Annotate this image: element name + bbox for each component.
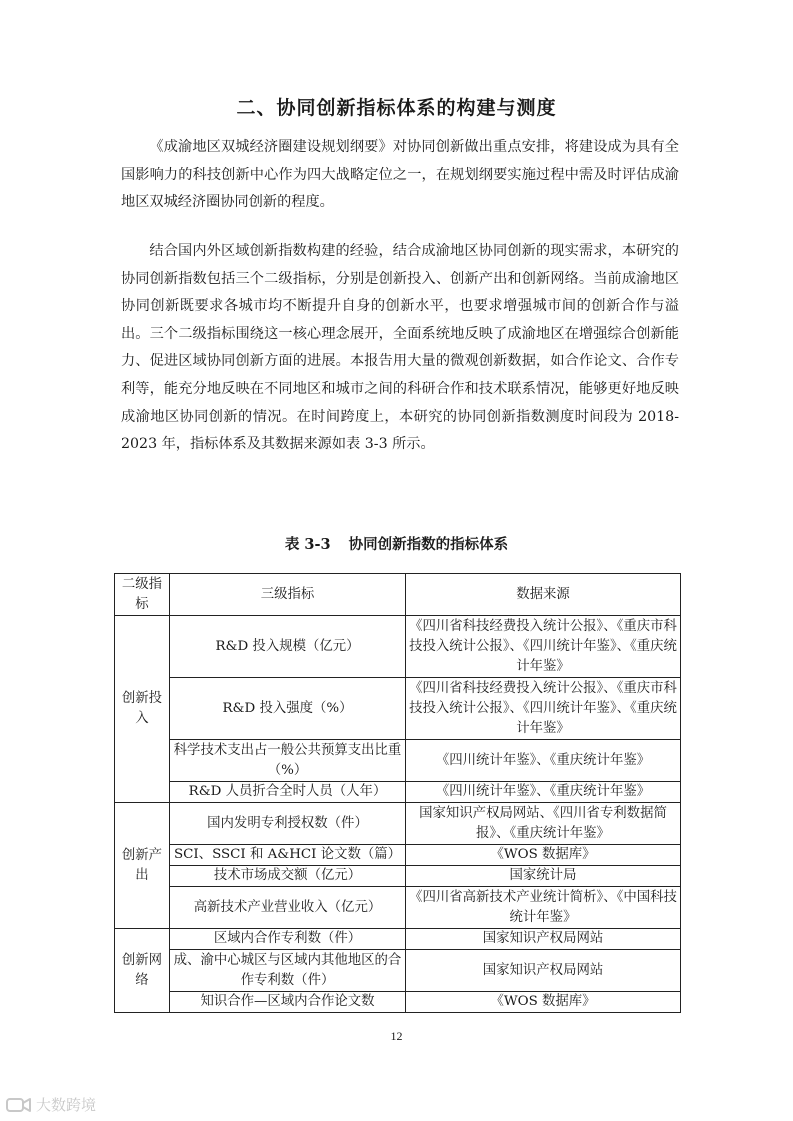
source-cell: 国家统计局 <box>406 866 681 887</box>
indicator-cell: 高新技术产业营业收入（亿元） <box>170 887 406 929</box>
table-caption-number: 表 3-3 <box>284 536 331 553</box>
watermark-text: 大数跨境 <box>36 1096 97 1114</box>
indicator-cell: R&D 人员折合全时人员（人年） <box>170 782 406 803</box>
header-level2: 二级指标 <box>115 574 170 616</box>
paragraph-2: 结合国内外区域创新指数构建的经验，结合成渝地区协同创新的现实需求，本研究的协同创新指数包括三个二级指标，分别是创新投入、创新产出和创新网络。当前成渝地区协同创新既要求各城市均不断提升自身的创新水平，也要求增强城市间的创新合作与溢出。三个二级指标围绕这一核心理念展开，全面系统地反映了成渝地区在增强综合创新能力、促进区域协同创新方面的进展。本报告用大量的微观创新数据，如合作论文、合作专利等，能充分地反映在不同地区和城市之间的科研合作和技术联系情况，能够更好地反映成渝地区协同创新的情况。在时间跨度上，本研究的协同创新指数测度时间段为 2018-2023 年，指标体系及其数据来源如表 3-3 所示。 <box>121 243 679 453</box>
table-caption-title: 协同创新指数的指标体系 <box>348 536 509 553</box>
paragraph-1: 《成渝地区双城经济圈建设规划纲要》对协同创新做出重点安排，将建设成为具有全国影响力的科技创新中心作为四大战略定位之一，在规划纲要实施过程中需及时评估成渝地区双城经济圈协同创新的程度。 <box>121 139 679 211</box>
source-cell: 国家知识产权局网站 <box>406 929 681 950</box>
table-row <box>115 803 681 845</box>
source-cell: 国家知识产权局网站、《四川省专利数据简报》、《重庆统计年鉴》 <box>406 803 681 845</box>
watermark-logo <box>6 1094 96 1115</box>
table-row <box>115 866 681 887</box>
indicator-cell: 成、渝中心城区与区域内其他地区的合作专利数（件） <box>170 950 406 992</box>
page-number: 12 <box>390 1029 403 1043</box>
section-heading: 二、协同创新指标体系的构建与测度 <box>236 97 557 119</box>
table-caption <box>0 533 793 554</box>
indicator-cell: 知识合作—区域内合作论文数 <box>170 992 406 1013</box>
category-innovation-network: 创新网络 <box>115 929 170 1013</box>
video-camera-icon <box>6 1096 32 1114</box>
indicator-cell: 国内发明专利授权数（件） <box>170 803 406 845</box>
table-row <box>115 845 681 866</box>
table-row <box>115 782 681 803</box>
source-cell: 《四川省科技经费投入统计公报》、《重庆市科技投入统计公报》、《四川统计年鉴》、《重庆统计年鉴》 <box>406 616 681 678</box>
header-source: 数据来源 <box>406 574 681 616</box>
indicator-cell: R&D 投入规模（亿元） <box>170 616 406 678</box>
source-cell: 《四川统计年鉴》、《重庆统计年鉴》 <box>406 740 681 782</box>
indicator-cell: 技术市场成交额（亿元） <box>170 866 406 887</box>
source-cell: 《WOS 数据库》 <box>406 992 681 1013</box>
source-cell: 《四川统计年鉴》、《重庆统计年鉴》 <box>406 782 681 803</box>
category-innovation-output: 创新产出 <box>115 803 170 929</box>
source-cell: 《WOS 数据库》 <box>406 845 681 866</box>
table-row <box>115 740 681 782</box>
header-level3: 三级指标 <box>170 574 406 616</box>
table-row <box>115 929 681 950</box>
indicator-cell: R&D 投入强度（%） <box>170 678 406 740</box>
table-row <box>115 992 681 1013</box>
table-row <box>115 887 681 929</box>
indicator-cell: 科学技术支出占一般公共预算支出比重（%） <box>170 740 406 782</box>
table-row <box>115 616 681 678</box>
source-cell: 《四川省高新技术产业统计简析》、《中国科技统计年鉴》 <box>406 887 681 929</box>
indicator-table <box>114 573 681 1013</box>
category-innovation-input: 创新投入 <box>115 616 170 803</box>
source-cell: 国家知识产权局网站 <box>406 950 681 992</box>
table-header-row <box>115 574 681 616</box>
source-cell: 《四川省科技经费投入统计公报》、《重庆市科技投入统计公报》、《四川统计年鉴》、《重庆统计年鉴》 <box>406 678 681 740</box>
indicator-cell: 区域内合作专利数（件） <box>170 929 406 950</box>
table-row <box>115 950 681 992</box>
table-row <box>115 678 681 740</box>
indicator-cell: SCI、SSCI 和 A&HCI 论文数（篇） <box>170 845 406 866</box>
